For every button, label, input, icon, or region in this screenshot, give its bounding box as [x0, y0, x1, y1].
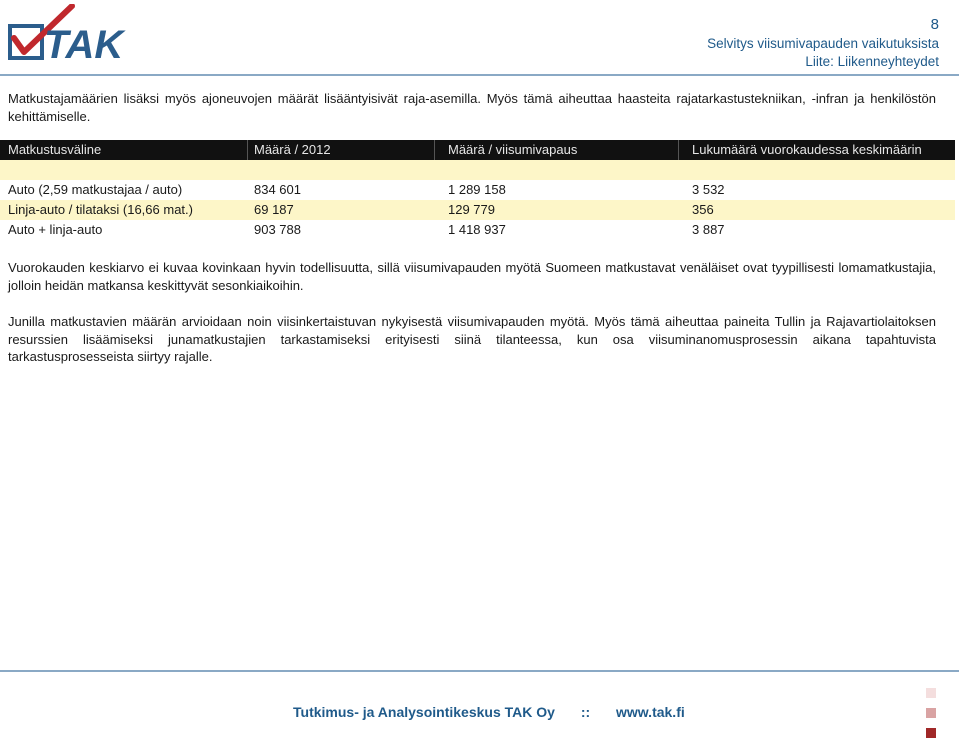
- table-row: [0, 200, 955, 220]
- svg-text:TAK: TAK: [44, 23, 124, 64]
- cell-vehicle: Auto (2,59 matkustajaa / auto): [8, 182, 183, 197]
- tak-logo: [8, 4, 148, 64]
- table-row: [0, 180, 955, 200]
- cell-daily-average: 3 532: [692, 182, 725, 197]
- daily-average-paragraph: Vuorokauden keskiarvo ei kuvaa kovinkaan hyvin todellisuutta, sillä viisumivapauden myötä Suomeen matkustavat venäläiset ovat tyypillisesti lomamatkustajia, jolloin heidän matkansa keskittyvät sesonkiaikoihin.: [8, 260, 936, 293]
- header-separator: [678, 140, 679, 160]
- footer: [293, 704, 685, 720]
- page-number: 8: [930, 16, 939, 33]
- cell-daily-average: 3 887: [692, 222, 725, 237]
- intro-paragraph: Matkustajamäärien lisäksi myös ajoneuvojen määrät lisääntyisivät raja-asemilla. Myös tämä aiheuttaa haasteita rajatarkastustekniikan, -infran ja henkilöstön kehittämiselle.: [8, 91, 936, 124]
- train-passengers-paragraph: Junilla matkustavien määrän arvioidaan noin viisinkertaistuvan nykyisestä viisumivapauden myötä. Myös tämä aiheuttaa paineita Tullin ja Rajavartiolaitoksen resurssien lisäämiseksi junamatkustajien tarkastamiseksi erityisesti siinä tilanteessa, kun osa viisuminanomusprosessin aikana tapahtuvista tarkastusprosesseista siirtyy rajalle.: [8, 314, 936, 364]
- cell-daily-average: 356: [692, 202, 714, 217]
- cell-amount-2012: 903 788: [254, 222, 301, 237]
- header-divider: [0, 74, 959, 76]
- cell-amount-visa-free: 1 418 937: [448, 222, 506, 237]
- footer-divider: [0, 670, 959, 672]
- cell-amount-visa-free: 129 779: [448, 202, 495, 217]
- cell-vehicle: Linja-auto / tilataksi (16,66 mat.): [8, 202, 193, 217]
- cell-amount-visa-free: 1 289 158: [448, 182, 506, 197]
- col-header-amount-2012: Määrä / 2012: [254, 142, 331, 157]
- header-separator: [247, 140, 248, 160]
- report-subtitle: Liite: Liikenneyhteydet: [805, 54, 939, 69]
- cell-amount-2012: 834 601: [254, 182, 301, 197]
- decorative-square: [926, 708, 936, 718]
- table-row: [0, 220, 955, 240]
- report-title: Selvitys viisumivapauden vaikutuksista: [707, 36, 939, 51]
- header-separator: [434, 140, 435, 160]
- col-header-amount-visa-free: Määrä / viisumivapaus: [448, 142, 578, 157]
- cell-vehicle: Auto + linja-auto: [8, 222, 103, 237]
- decorative-square: [926, 688, 936, 698]
- traffic-table: [0, 140, 955, 240]
- footer-organization: Tutkimus- ja Analysointikeskus TAK Oy: [293, 704, 555, 720]
- table-header-row: [0, 140, 955, 160]
- table-spacer-row: [0, 160, 955, 180]
- col-header-vehicle: Matkustusväline: [8, 142, 102, 157]
- cell-amount-2012: 69 187: [254, 202, 294, 217]
- footer-website-link[interactable]: www.tak.fi: [616, 704, 685, 720]
- footer-separator: ::: [580, 704, 591, 720]
- decorative-square: [926, 728, 936, 738]
- col-header-daily-average: Lukumäärä vuorokaudessa keskimäärin: [692, 142, 922, 157]
